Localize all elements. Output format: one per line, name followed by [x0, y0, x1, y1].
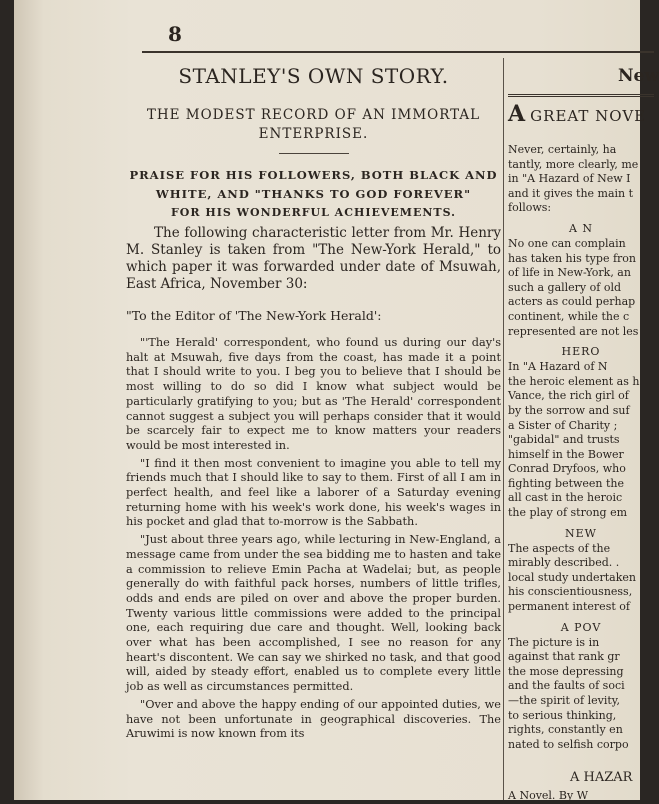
sidebar-line: Conrad Dryfoos, who — [508, 462, 626, 476]
sidebar-line: to serious thinking, — [508, 708, 617, 722]
deck-two — [126, 166, 501, 204]
sidebar-line: Never, certainly, ha — [508, 143, 617, 156]
salutation: "To the Editor of 'The New-York Herald': — [126, 307, 382, 323]
sidebar-line: "gabidal" and trusts — [508, 433, 620, 447]
sidebar-line: and the faults of soci — [508, 679, 625, 693]
sidebar-line: of life in New-York, an — [508, 266, 631, 280]
sidebar-line: No one can complain — [508, 236, 626, 250]
deck-two-line: WHITE, AND "THANKS TO GOD FOREVER" — [155, 187, 472, 201]
sidebar-line: Vance, the rich girl of — [508, 389, 629, 403]
sidebar-line: a Sister of Charity ; — [508, 418, 618, 432]
sidebar-line: acters as could perhap — [508, 295, 636, 309]
great-rest: GREAT NOVE — [530, 107, 647, 125]
sidebar-line: mirably described. . — [508, 556, 620, 570]
header-rule — [142, 51, 654, 53]
sidebar-line: The aspects of the — [508, 541, 611, 555]
sidebar-line: the heroic element as h — [508, 374, 640, 388]
sidebar-subhead: HERO — [561, 345, 601, 359]
sidebar-line: such a gallery of old — [508, 280, 622, 294]
deck-three: FOR HIS WONDERFUL ACHIEVEMENTS. — [170, 206, 456, 219]
sidebar-line: the mose depressing — [508, 664, 624, 678]
column-header: New — [618, 66, 659, 86]
double-rule — [508, 94, 654, 97]
sidebar-line: —the spirit of levity, — [508, 694, 621, 707]
headline: STANLEY'S OWN STORY. — [178, 64, 449, 88]
sidebar-subhead: NEW — [565, 526, 597, 540]
sidebar-subhead-large: A HAZAR — [570, 770, 633, 786]
sidebar-subhead: A POV — [560, 620, 602, 634]
page-number: 8 — [168, 22, 182, 46]
sidebar-line: his conscientiousness, — [508, 585, 633, 599]
sidebar-line: nated to selfish corpo — [508, 737, 629, 751]
deck-one-line: THE MODEST RECORD OF AN IMMORTAL — [146, 107, 481, 123]
great-novel-heading — [508, 101, 654, 127]
intro-paragraph: The following characteristic letter from Mr. Henry M. Stanley is taken from "The New-York Herald," to which paper it was forwarded under date of Msuwah, East Africa, November 30: — [126, 225, 501, 292]
sidebar-line: rights, constantly en — [508, 723, 623, 737]
sidebar-line: against that rank gr — [508, 650, 620, 664]
deck-one — [126, 106, 501, 144]
deck-two-line: PRAISE FOR HIS FOLLOWERS, BOTH BLACK AND — [129, 168, 498, 182]
letter-paragraph: "Over and above the happy ending of our appointed duties, we have not been unfortunate in geographical discoveries. The Aruwimi is now known from its — [126, 697, 501, 741]
sidebar-line: local study undertaken — [508, 570, 636, 584]
letter-paragraph: "Just about three years ago, while lecturing in New-England, a message came from under the sea bidding me to hasten and take a commission to relieve Emin Pacha at Wadelai; but, as people generally do with faithful pack horses, numbers of little trifles, odds and ends are piled on over and above the proper burden. Twenty various little commissions were added to the principal one, each requiring due care and thought. Well, looking back over what has been accomplished, I see no reason for any heart's discontent. We can say we shirked no task, and that good will, aided by steady effort, enabled us to complete every little job as well as circumstances permitted. — [126, 533, 501, 694]
sidebar-line: has taken his type fron — [508, 251, 636, 265]
sidebar-line: fighting between the — [508, 476, 625, 490]
sidebar-line: the play of strong em — [508, 506, 628, 520]
sidebar-line: by the sorrow and suf — [508, 403, 630, 417]
sidebar-line: The picture is in — [508, 635, 600, 649]
newspaper-page — [14, 0, 659, 803]
sidebar-line: continent, while the c — [508, 309, 630, 323]
adjacent-column — [508, 56, 659, 803]
letter-paragraph: "I find it then most convenient to imagine you able to tell my friends much that I should like to say to them. First of all I am in perfect health, and feel like a laborer of a Saturday evening returning home with his week's work done, his week's wages in his pocket and glad that to-morrow is the Sabbath. — [126, 456, 501, 529]
sidebar-line: himself in the Bower — [508, 447, 624, 461]
letter-paragraph: "'The Herald' correspondent, who found us during our day's halt at Msuwah, five days from the coast, has made it a point that I should write to you. I beg you to believe that I should be most willing to do so did I know what subject would be particularly gratifying to you; but as 'The Herald' correspondent cannot suggest a subject you will perhaps consider that it would be scarcely fair to expect me to know matters your readers would be most interested in. — [126, 336, 501, 452]
sidebar-line: A Novel. By W — [508, 789, 589, 803]
sidebar-line: In "A Hazard of N — [508, 360, 608, 374]
sidebar-line: and it gives the main t — [508, 186, 634, 200]
deck-one-line: ENTERPRISE. — [258, 126, 369, 142]
sidebar-line: permanent interest of — [508, 600, 630, 614]
divider — [279, 153, 349, 154]
column-rule — [503, 58, 504, 800]
sidebar-line: follows: — [508, 201, 552, 215]
article-column — [126, 56, 501, 742]
great-initial: A — [508, 101, 526, 127]
sidebar-subhead: A N — [568, 221, 594, 235]
sidebar-line: represented are not les — [508, 324, 639, 338]
sidebar-line: tantly, more clearly, me — [508, 157, 639, 171]
sidebar-line: in "A Hazard of New I — [508, 172, 631, 186]
sidebar-line: all cast in the heroic — [508, 491, 623, 505]
